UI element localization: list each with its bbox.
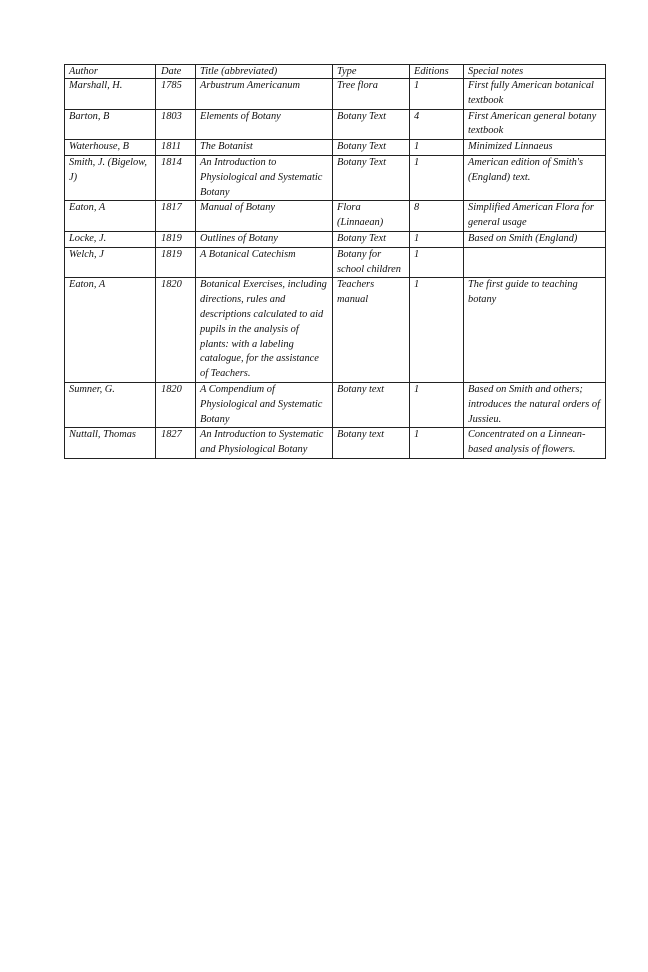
cell-title: A Compendium of Physiological and Systematic Botany: [196, 382, 333, 427]
cell-date: 1820: [156, 278, 196, 383]
table-row: [65, 428, 606, 459]
cell-type: Botany Text: [333, 231, 410, 247]
cell-author: Waterhouse, B: [65, 140, 156, 156]
table-row: [65, 109, 606, 140]
cell-title: Elements of Botany: [196, 109, 333, 140]
table-row: [65, 247, 606, 278]
cell-notes: First American general botany textbook: [464, 109, 606, 140]
header-type: Type: [333, 65, 410, 79]
cell-author: Marshall, H.: [65, 79, 156, 110]
cell-date: 1820: [156, 382, 196, 427]
cell-notes: Simplified American Flora for general usage: [464, 201, 606, 232]
cell-editions: 1: [410, 155, 464, 200]
cell-editions: 1: [410, 428, 464, 459]
header-date: Date: [156, 65, 196, 79]
cell-date: 1814: [156, 155, 196, 200]
header-editions: Editions: [410, 65, 464, 79]
cell-author: Nuttall, Thomas: [65, 428, 156, 459]
cell-editions: 1: [410, 79, 464, 110]
cell-author: Sumner, G.: [65, 382, 156, 427]
cell-author: Welch, J: [65, 247, 156, 278]
cell-type: Botany text: [333, 382, 410, 427]
cell-author: Barton, B: [65, 109, 156, 140]
cell-notes: Based on Smith and others; introduces the natural orders of Jussieu.: [464, 382, 606, 427]
cell-notes: [464, 247, 606, 278]
cell-type: Botany for school children: [333, 247, 410, 278]
table-row: [65, 201, 606, 232]
cell-type: Flora (Linnaean): [333, 201, 410, 232]
table-row: [65, 231, 606, 247]
cell-type: Botany Text: [333, 109, 410, 140]
cell-editions: 4: [410, 109, 464, 140]
cell-date: 1819: [156, 247, 196, 278]
table-body: [65, 79, 606, 459]
cell-title: Outlines of Botany: [196, 231, 333, 247]
cell-author: Smith, J. (Bigelow, J): [65, 155, 156, 200]
cell-author: Eaton, A: [65, 278, 156, 383]
table-row: [65, 79, 606, 110]
cell-title: A Botanical Catechism: [196, 247, 333, 278]
cell-date: 1811: [156, 140, 196, 156]
botany-textbooks-table: [64, 64, 606, 459]
cell-title: An Introduction to Systematic and Physiological Botany: [196, 428, 333, 459]
cell-title: The Botanist: [196, 140, 333, 156]
cell-type: Botany Text: [333, 140, 410, 156]
cell-notes: Based on Smith (England): [464, 231, 606, 247]
cell-date: 1803: [156, 109, 196, 140]
cell-notes: The first guide to teaching botany: [464, 278, 606, 383]
cell-author: Locke, J.: [65, 231, 156, 247]
cell-date: 1827: [156, 428, 196, 459]
cell-author: Eaton, A: [65, 201, 156, 232]
header-row: [65, 65, 606, 79]
cell-notes: Minimized Linnaeus: [464, 140, 606, 156]
table-row: [65, 140, 606, 156]
cell-editions: 8: [410, 201, 464, 232]
cell-type: Tree flora: [333, 79, 410, 110]
cell-title: Botanical Exercises, including directions, rules and descriptions calculated to aid pupils in the analysis of plants: with a labeling catalogue, for the assistance of Teachers.: [196, 278, 333, 383]
cell-type: Teachers manual: [333, 278, 410, 383]
cell-date: 1817: [156, 201, 196, 232]
cell-editions: 1: [410, 140, 464, 156]
table-row: [65, 155, 606, 200]
cell-date: 1819: [156, 231, 196, 247]
cell-type: Botany Text: [333, 155, 410, 200]
cell-notes: Concentrated on a Linnean-based analysis of flowers.: [464, 428, 606, 459]
cell-notes: American edition of Smith's (England) text.: [464, 155, 606, 200]
cell-editions: 1: [410, 278, 464, 383]
cell-editions: 1: [410, 247, 464, 278]
cell-type: Botany text: [333, 428, 410, 459]
cell-editions: 1: [410, 231, 464, 247]
table-row: [65, 278, 606, 383]
table-row: [65, 382, 606, 427]
cell-notes: First fully American botanical textbook: [464, 79, 606, 110]
header-title: Title (abbreviated): [196, 65, 333, 79]
cell-date: 1785: [156, 79, 196, 110]
cell-title: Arbustrum Americanum: [196, 79, 333, 110]
cell-title: An Introduction to Physiological and Systematic Botany: [196, 155, 333, 200]
header-author: Author: [65, 65, 156, 79]
cell-title: Manual of Botany: [196, 201, 333, 232]
header-notes: Special notes: [464, 65, 606, 79]
cell-editions: 1: [410, 382, 464, 427]
